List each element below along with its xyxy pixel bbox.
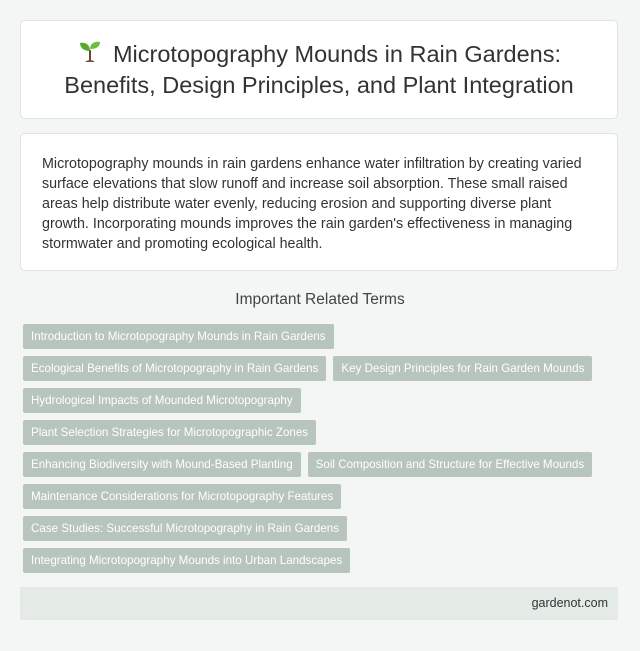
- tag-row: [23, 516, 623, 541]
- summary-card: [20, 133, 618, 271]
- page-title-text: Microtopography Mounds in Rain Gardens: Benefits, Design Principles, and Plant Integration: [64, 41, 574, 98]
- term-tag[interactable]: Introduction to Microtopography Mounds in Rain Gardens: [23, 324, 334, 349]
- term-tag[interactable]: Soil Composition and Structure for Effective Mounds: [308, 452, 593, 477]
- term-tag[interactable]: Enhancing Biodiversity with Mound-Based Planting: [23, 452, 301, 477]
- term-tag[interactable]: Plant Selection Strategies for Microtopographic Zones: [23, 420, 316, 445]
- tag-row: [23, 388, 623, 413]
- related-terms-list: [23, 324, 623, 580]
- related-terms-heading: Important Related Terms: [235, 291, 405, 308]
- tag-row: [23, 356, 623, 381]
- tag-row: [23, 484, 623, 509]
- term-tag[interactable]: Case Studies: Successful Microtopography in Rain Gardens: [23, 516, 347, 541]
- term-tag[interactable]: Key Design Principles for Rain Garden Mounds: [333, 356, 592, 381]
- footer: [20, 587, 618, 620]
- tag-row: [23, 452, 623, 477]
- term-tag[interactable]: Maintenance Considerations for Microtopography Features: [23, 484, 341, 509]
- tag-row: [23, 420, 623, 445]
- term-tag[interactable]: Hydrological Impacts of Mounded Microtopography: [23, 388, 301, 413]
- tag-row: [23, 548, 623, 573]
- term-tag[interactable]: Integrating Microtopography Mounds into Urban Landscapes: [23, 548, 350, 573]
- term-tag[interactable]: Ecological Benefits of Microtopography in Rain Gardens: [23, 356, 326, 381]
- summary-text: Microtopography mounds in rain gardens enhance water infiltration by creating varied surface elevations that slow runoff and increase soil absorption. These small raised areas help distribute water evenly, reducing erosion and supporting diverse plant growth. Incorporating mounds improves the rain garden's effectiveness in managing stormwater and promoting ecological health.: [42, 156, 582, 252]
- page-title: [21, 38, 617, 101]
- tag-row: [23, 324, 623, 349]
- footer-site-link[interactable]: gardenot.com: [531, 596, 608, 610]
- sprout-icon: [77, 38, 103, 64]
- header-card: [20, 20, 618, 119]
